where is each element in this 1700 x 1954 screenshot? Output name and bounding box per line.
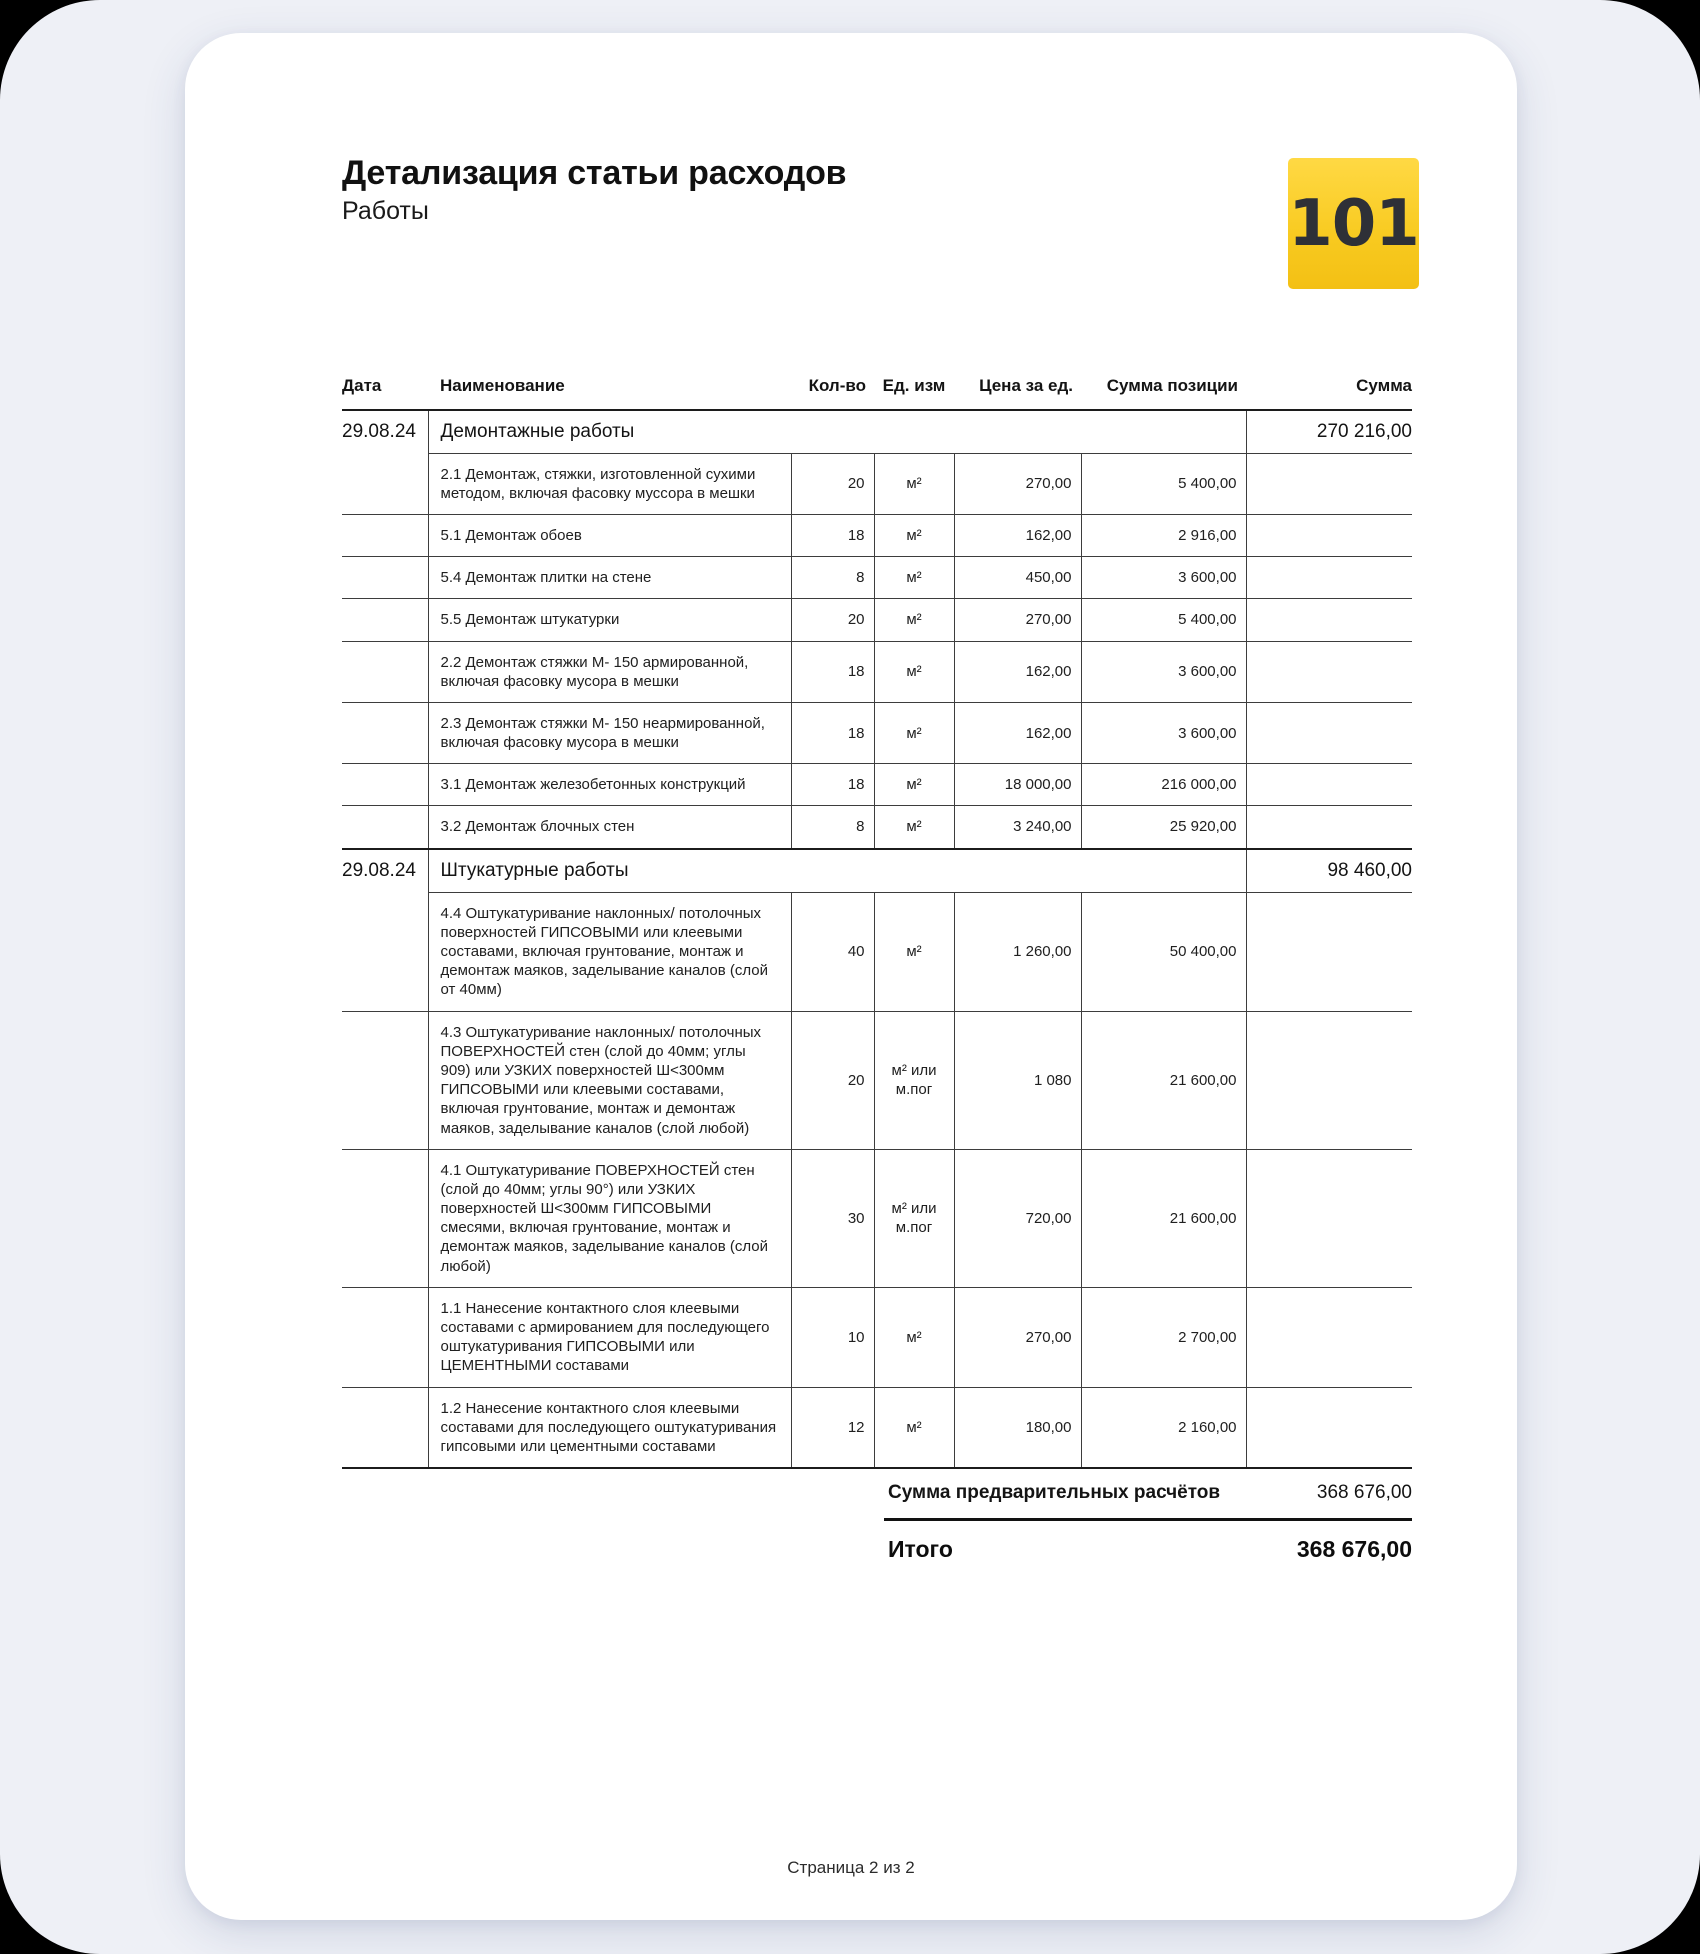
preliminary-sum-value: 368 676,00 [1316, 1482, 1412, 1504]
quantity-cell: 12 [791, 1387, 874, 1468]
date-cell [342, 702, 428, 763]
grand-total-value: 368 676,00 [1296, 1536, 1412, 1563]
item-name-cell: 4.1 Оштукатуривание ПОВЕРХНОСТЕЙ стен (слой до 40мм; углы 90°) или УЗКИХ поверхностей Ш<300мм ГИПСОВЫМИ смесями, включая грунтование, монтаж и демонтаж маяков, заделывание каналов (слой любой) [428, 1149, 791, 1287]
document-page [185, 33, 1517, 1920]
item-row [342, 806, 1412, 849]
unit-price-cell: 1 260,00 [954, 892, 1081, 1011]
item-name-cell: 1.1 Нанесение контактного слоя клеевыми составами с армированием для последующего оштукатуривания ГИПСОВЫМИ или ЦЕМЕНТНЫМИ составами [428, 1287, 791, 1387]
position-sum-cell: 21 600,00 [1081, 1011, 1246, 1149]
unit-price-cell: 162,00 [954, 702, 1081, 763]
item-row [342, 514, 1412, 556]
group-row [342, 849, 1412, 893]
quantity-cell: 20 [791, 1011, 874, 1149]
column-header-qty: Кол-во [791, 368, 874, 410]
item-row [342, 764, 1412, 806]
position-sum-cell: 50 400,00 [1081, 892, 1246, 1011]
sum-cell [1246, 1287, 1412, 1387]
unit-cell: м² или м.пог [874, 1149, 954, 1287]
date-cell [342, 453, 428, 514]
unit-price-cell: 180,00 [954, 1387, 1081, 1468]
table-body [342, 410, 1412, 1469]
grand-total-label: Итого [888, 1536, 953, 1563]
position-sum-cell: 5 400,00 [1081, 599, 1246, 641]
page-number: Страница 2 из 2 [787, 1858, 915, 1877]
unit-price-cell: 1 080 [954, 1011, 1081, 1149]
item-name-cell: 5.5 Демонтаж штукатурки [428, 599, 791, 641]
unit-price-cell: 270,00 [954, 599, 1081, 641]
preliminary-sum-row [884, 1469, 1412, 1521]
date-cell [342, 764, 428, 806]
unit-price-cell: 3 240,00 [954, 806, 1081, 849]
position-sum-cell: 3 600,00 [1081, 641, 1246, 702]
sum-cell [1246, 1387, 1412, 1468]
sum-cell [1246, 599, 1412, 641]
table-header-row [342, 368, 1412, 410]
unit-price-cell: 162,00 [954, 514, 1081, 556]
unit-cell: м² [874, 764, 954, 806]
column-header-sum: Сумма [1246, 368, 1412, 410]
sum-cell [1246, 702, 1412, 763]
unit-cell: м² [874, 1287, 954, 1387]
quantity-cell: 18 [791, 641, 874, 702]
group-total-cell: 270 216,00 [1246, 410, 1412, 454]
column-header-possum: Сумма позиции [1081, 368, 1246, 410]
item-row [342, 1011, 1412, 1149]
item-name-cell: 3.2 Демонтаж блочных стен [428, 806, 791, 849]
position-sum-cell: 216 000,00 [1081, 764, 1246, 806]
column-header-unit: Ед. изм [874, 368, 954, 410]
quantity-cell: 8 [791, 557, 874, 599]
quantity-cell: 18 [791, 764, 874, 806]
document-content [342, 33, 1412, 1563]
unit-cell: м² или м.пог [874, 1011, 954, 1149]
sum-cell [1246, 557, 1412, 599]
item-row [342, 641, 1412, 702]
sum-cell [1246, 892, 1412, 1011]
item-name-cell: 4.3 Оштукатуривание наклонных/ потолочных ПОВЕРХНОСТЕЙ стен (слой до 40мм; углы 909) или УЗКИХ поверхностей Ш<300мм ГИПСОВЫМИ или клеевыми составами, включая грунтование, монтаж и демонтаж маяков, заделывание каналов (слой любой) [428, 1011, 791, 1149]
date-cell [342, 557, 428, 599]
item-row [342, 892, 1412, 1011]
group-row [342, 410, 1412, 454]
preliminary-sum-label: Сумма предварительных расчётов [888, 1482, 1221, 1504]
unit-cell: м² [874, 599, 954, 641]
item-row [342, 1149, 1412, 1287]
item-name-cell: 1.2 Нанесение контактного слоя клеевыми составами для последующего оштукатуривания гипсовыми или цементными составами [428, 1387, 791, 1468]
unit-cell: м² [874, 557, 954, 599]
page-title: Детализация статьи расходов [342, 154, 847, 192]
item-row [342, 599, 1412, 641]
group-date-cell: 29.08.24 [342, 849, 428, 893]
position-sum-cell: 25 920,00 [1081, 806, 1246, 849]
quantity-cell: 8 [791, 806, 874, 849]
quantity-cell: 20 [791, 453, 874, 514]
logo-text: 101 [1288, 186, 1419, 261]
position-sum-cell: 21 600,00 [1081, 1149, 1246, 1287]
totals-block [884, 1469, 1412, 1563]
position-sum-cell: 2 160,00 [1081, 1387, 1246, 1468]
item-row [342, 1387, 1412, 1468]
date-cell [342, 806, 428, 849]
column-header-price: Цена за ед. [954, 368, 1081, 410]
quantity-cell: 10 [791, 1287, 874, 1387]
quantity-cell: 20 [791, 599, 874, 641]
position-sum-cell: 2 700,00 [1081, 1287, 1246, 1387]
unit-price-cell: 270,00 [954, 1287, 1081, 1387]
group-name-cell: Штукатурные работы [428, 849, 1246, 893]
group-date-cell: 29.08.24 [342, 410, 428, 454]
column-header-date: Дата [342, 368, 428, 410]
unit-price-cell: 450,00 [954, 557, 1081, 599]
position-sum-cell: 3 600,00 [1081, 557, 1246, 599]
date-cell [342, 641, 428, 702]
document-header [342, 33, 1412, 228]
unit-cell: м² [874, 453, 954, 514]
unit-cell: м² [874, 1387, 954, 1468]
item-name-cell: 4.4 Оштукатуривание наклонных/ потолочных поверхностей ГИПСОВЫМИ или клеевыми составами, включая грунтование, монтаж и демонтаж маяков, заделывание каналов (слой от 40мм) [428, 892, 791, 1011]
table-header [342, 368, 1412, 410]
unit-cell: м² [874, 892, 954, 1011]
sum-cell [1246, 1149, 1412, 1287]
date-cell [342, 1287, 428, 1387]
unit-price-cell: 18 000,00 [954, 764, 1081, 806]
quantity-cell: 18 [791, 514, 874, 556]
sum-cell [1246, 1011, 1412, 1149]
item-name-cell: 5.4 Демонтаж плитки на стене [428, 557, 791, 599]
sum-cell [1246, 764, 1412, 806]
item-name-cell: 5.1 Демонтаж обоев [428, 514, 791, 556]
unit-cell: м² [874, 702, 954, 763]
quantity-cell: 18 [791, 702, 874, 763]
date-cell [342, 1387, 428, 1468]
page-subtitle: Работы [342, 197, 429, 226]
group-total-cell: 98 460,00 [1246, 849, 1412, 893]
column-header-name: Наименование [428, 368, 791, 410]
quantity-cell: 30 [791, 1149, 874, 1287]
date-cell [342, 1011, 428, 1149]
item-row [342, 557, 1412, 599]
date-cell [342, 599, 428, 641]
unit-price-cell: 720,00 [954, 1149, 1081, 1287]
item-row [342, 1287, 1412, 1387]
sum-cell [1246, 514, 1412, 556]
grand-total-row [884, 1521, 1412, 1563]
position-sum-cell: 2 916,00 [1081, 514, 1246, 556]
item-name-cell: 2.2 Демонтаж стяжки М- 150 армированной, включая фасовку мусора в мешки [428, 641, 791, 702]
item-name-cell: 2.3 Демонтаж стяжки М- 150 неармированной, включая фасовку мусора в мешки [428, 702, 791, 763]
item-name-cell: 3.1 Демонтаж железобетонных конструкций [428, 764, 791, 806]
date-cell [342, 1149, 428, 1287]
date-cell [342, 892, 428, 1011]
sum-cell [1246, 641, 1412, 702]
unit-price-cell: 270,00 [954, 453, 1081, 514]
unit-price-cell: 162,00 [954, 641, 1081, 702]
sum-cell [1246, 453, 1412, 514]
item-row [342, 702, 1412, 763]
item-row [342, 453, 1412, 514]
unit-cell: м² [874, 641, 954, 702]
position-sum-cell: 5 400,00 [1081, 453, 1246, 514]
date-cell [342, 514, 428, 556]
expenses-table [342, 368, 1412, 1470]
quantity-cell: 40 [791, 892, 874, 1011]
position-sum-cell: 3 600,00 [1081, 702, 1246, 763]
sum-cell [1246, 806, 1412, 849]
unit-cell: м² [874, 514, 954, 556]
item-name-cell: 2.1 Демонтаж, стяжки, изготовленной сухими методом, включая фасовку муссора в мешки [428, 453, 791, 514]
group-name-cell: Демонтажные работы [428, 410, 1246, 454]
unit-cell: м² [874, 806, 954, 849]
